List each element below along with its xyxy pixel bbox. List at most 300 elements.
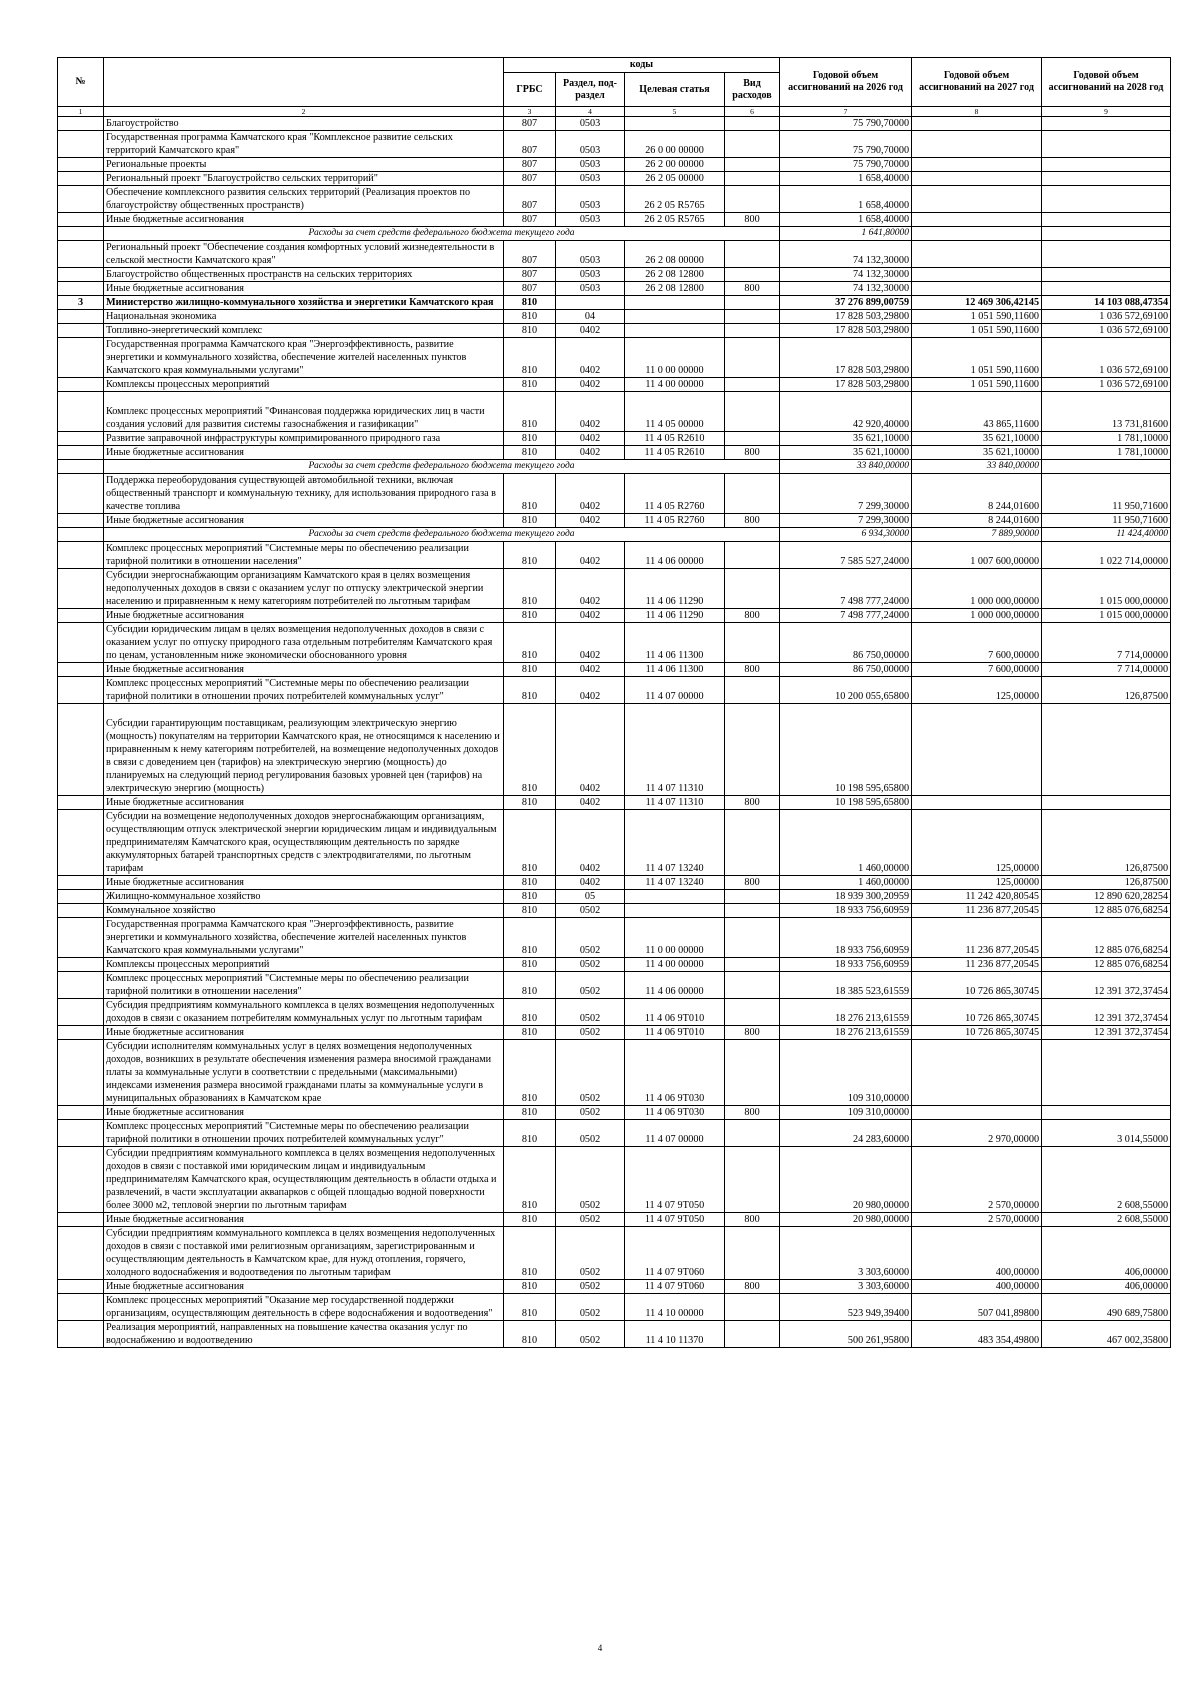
- cell-amount-2028: [1042, 1106, 1171, 1120]
- cell-target-article: 11 4 00 00000: [625, 378, 725, 392]
- cell-target-article: [625, 890, 725, 904]
- cell-target-article: 11 4 06 11290: [625, 609, 725, 623]
- cell-grbs: 810: [504, 378, 556, 392]
- table-row: [58, 904, 1171, 918]
- cell-amount-2028: 7 714,00000: [1042, 623, 1171, 663]
- cell-amount-2027: [912, 796, 1042, 810]
- cell-target-article: 11 4 07 13240: [625, 876, 725, 890]
- cell-razdel: 0402: [556, 677, 625, 704]
- table-row: [58, 158, 1171, 172]
- cell-grbs: 810: [504, 663, 556, 677]
- cell-amount-2028: 406,00000: [1042, 1280, 1171, 1294]
- cell-expense-type: [725, 338, 780, 378]
- cell-amount-2026: 18 933 756,60959: [780, 918, 912, 958]
- cell-num: [58, 609, 104, 623]
- cell-razdel: 0402: [556, 514, 625, 528]
- cell-amount-2027: [912, 131, 1042, 158]
- cell-num: [58, 474, 104, 514]
- cell-amount-2027: 43 865,11600: [912, 392, 1042, 432]
- cell-amount-2028: 12 391 372,37454: [1042, 972, 1171, 999]
- cell-expense-type: [725, 268, 780, 282]
- table-row: [58, 1213, 1171, 1227]
- cell-razdel: 0503: [556, 186, 625, 213]
- cell-razdel: 0502: [556, 918, 625, 958]
- cell-name: Национальная экономика: [104, 310, 504, 324]
- cell-amount-2026: 18 939 300,20959: [780, 890, 912, 904]
- cell-amount-2028: [1042, 227, 1171, 241]
- cell-grbs: 810: [504, 446, 556, 460]
- header-target-article: Целевая статья: [625, 73, 725, 107]
- cell-target-article: 11 4 06 11300: [625, 663, 725, 677]
- cell-num: [58, 460, 104, 474]
- cell-amount-2028: 12 885 076,68254: [1042, 918, 1171, 958]
- budget-table: [57, 57, 1171, 1348]
- cell-target-article: 26 2 00 00000: [625, 158, 725, 172]
- cell-num: [58, 663, 104, 677]
- cell-target-article: 26 2 05 00000: [625, 172, 725, 186]
- cell-expense-type: 800: [725, 282, 780, 296]
- cell-expense-type: [725, 890, 780, 904]
- cell-amount-2028: 467 002,35800: [1042, 1321, 1171, 1348]
- header-expense-type: Вид расходов: [725, 73, 780, 107]
- cell-grbs: 810: [504, 1213, 556, 1227]
- cell-amount-2026: 18 933 756,60959: [780, 958, 912, 972]
- cell-amount-2026: 3 303,60000: [780, 1227, 912, 1280]
- cell-target-article: 11 4 07 9Т060: [625, 1280, 725, 1294]
- cell-target-article: [625, 117, 725, 131]
- cell-grbs: 807: [504, 268, 556, 282]
- cell-num: [58, 446, 104, 460]
- cell-name: Региональный проект "Обеспечение создания комфортных условий жизнедеятельности в сельской местности Камчатского края": [104, 241, 504, 268]
- cell-amount-2028: 1 022 714,00000: [1042, 542, 1171, 569]
- cell-expense-type: [725, 241, 780, 268]
- cell-grbs: 810: [504, 958, 556, 972]
- cell-amount-2027: 507 041,89800: [912, 1294, 1042, 1321]
- cell-razdel: 0402: [556, 704, 625, 796]
- cell-num: [58, 1040, 104, 1106]
- cell-num: [58, 796, 104, 810]
- cell-name: Иные бюджетные ассигнования: [104, 1213, 504, 1227]
- cell-expense-type: [725, 1040, 780, 1106]
- cell-target-article: 11 4 07 13240: [625, 810, 725, 876]
- cell-amount-2027: [912, 158, 1042, 172]
- table-row: [58, 392, 1171, 432]
- cell-expense-type: [725, 569, 780, 609]
- cell-target-article: 11 4 05 R2610: [625, 432, 725, 446]
- cell-expense-type: [725, 131, 780, 158]
- cell-expense-type: [725, 378, 780, 392]
- cell-razdel: 04: [556, 310, 625, 324]
- cell-target-article: 11 4 07 00000: [625, 677, 725, 704]
- cell-grbs: 810: [504, 392, 556, 432]
- cell-amount-2028: 1 036 572,69100: [1042, 324, 1171, 338]
- cell-amount-2026: 1 658,40000: [780, 186, 912, 213]
- cell-expense-type: 800: [725, 663, 780, 677]
- cell-amount-2026: 24 283,60000: [780, 1120, 912, 1147]
- cell-amount-2027: [912, 282, 1042, 296]
- cell-target-article: 11 4 05 00000: [625, 392, 725, 432]
- cell-amount-2028: [1042, 460, 1171, 474]
- table-row: [58, 213, 1171, 227]
- table-row: [58, 958, 1171, 972]
- cell-razdel: 0402: [556, 392, 625, 432]
- cell-amount-2028: 13 731,81600: [1042, 392, 1171, 432]
- cell-amount-2026: 35 621,10000: [780, 432, 912, 446]
- column-number: 1: [58, 107, 104, 117]
- cell-amount-2026: 33 840,00000: [780, 460, 912, 474]
- cell-name: Субсидии гарантирующим поставщикам, реализующим электрическую энергию (мощность) покупателям на территории Камчатского края, не относящимся к населению и приравненным к нему категориям потребителей, на возмещение недополученных доходов в связи с доведением цен (тарифов) на электрическую энергию (мощность) до планируемых на следующий период регулирования базовых уровней цен (тарифов) на электрическую энергию (мощность): [104, 704, 504, 796]
- cell-amount-2028: 126,87500: [1042, 876, 1171, 890]
- cell-name: Расходы за счет средств федерального бюджета текущего года: [104, 460, 780, 474]
- table-row: [58, 310, 1171, 324]
- cell-amount-2026: 109 310,00000: [780, 1106, 912, 1120]
- cell-razdel: 0502: [556, 1321, 625, 1348]
- cell-amount-2026: 17 828 503,29800: [780, 338, 912, 378]
- cell-amount-2027: 125,00000: [912, 677, 1042, 704]
- cell-name: Иные бюджетные ассигнования: [104, 1026, 504, 1040]
- cell-expense-type: [725, 1294, 780, 1321]
- cell-grbs: 810: [504, 704, 556, 796]
- cell-razdel: 0502: [556, 1213, 625, 1227]
- cell-num: [58, 1106, 104, 1120]
- cell-num: [58, 876, 104, 890]
- cell-amount-2026: 18 276 213,61559: [780, 999, 912, 1026]
- column-number: 8: [912, 107, 1042, 117]
- cell-razdel: 0402: [556, 324, 625, 338]
- table-row: [58, 1026, 1171, 1040]
- cell-razdel: 0502: [556, 958, 625, 972]
- cell-name: Комплекс процессных мероприятий "Финансовая поддержка юридических лиц в части создания условий для развития системы газоснабжения и газификации": [104, 392, 504, 432]
- cell-name: Государственная программа Камчатского края "Энергоэффективность, развитие энергетики и коммунального хозяйства, обеспечение жителей населенных пунктов Камчатского края коммунальными услугами": [104, 918, 504, 958]
- cell-name: Обеспечение комплексного развития сельских территорий (Реализация проектов по благоустройству общественных пространств): [104, 186, 504, 213]
- cell-target-article: 11 4 06 9Т010: [625, 999, 725, 1026]
- cell-razdel: 0503: [556, 158, 625, 172]
- table-row: [58, 1120, 1171, 1147]
- cell-target-article: [625, 324, 725, 338]
- cell-target-article: 11 4 07 9Т060: [625, 1227, 725, 1280]
- cell-razdel: 0503: [556, 213, 625, 227]
- cell-name: Комплекс процессных мероприятий "Системные меры по обеспечению реализации тарифной политики в отношении прочих потребителей коммунальных услуг": [104, 1120, 504, 1147]
- cell-grbs: 807: [504, 131, 556, 158]
- cell-name: Иные бюджетные ассигнования: [104, 446, 504, 460]
- cell-expense-type: [725, 542, 780, 569]
- cell-amount-2028: 1 036 572,69100: [1042, 338, 1171, 378]
- cell-razdel: 0502: [556, 1040, 625, 1106]
- cell-grbs: 810: [504, 1120, 556, 1147]
- cell-num: [58, 958, 104, 972]
- cell-expense-type: [725, 296, 780, 310]
- table-row: [58, 514, 1171, 528]
- cell-num: [58, 623, 104, 663]
- cell-amount-2027: [912, 172, 1042, 186]
- cell-grbs: 810: [504, 542, 556, 569]
- cell-num: [58, 338, 104, 378]
- cell-name: Реализация мероприятий, направленных на повышение качества оказания услуг по водоснабжению и водоотведению: [104, 1321, 504, 1348]
- cell-num: [58, 1280, 104, 1294]
- cell-expense-type: [725, 810, 780, 876]
- cell-amount-2026: 1 658,40000: [780, 172, 912, 186]
- table-row: [58, 1106, 1171, 1120]
- cell-target-article: [625, 296, 725, 310]
- cell-name: Расходы за счет средств федерального бюджета текущего года: [104, 528, 780, 542]
- cell-target-article: 11 4 07 11310: [625, 796, 725, 810]
- cell-name: Иные бюджетные ассигнования: [104, 1106, 504, 1120]
- cell-razdel: 0502: [556, 1106, 625, 1120]
- cell-amount-2027: 7 600,00000: [912, 663, 1042, 677]
- cell-name: Комплекс процессных мероприятий "Оказание мер государственной поддержки организациям, осуществляющим деятельность в сфере водоснабжения и водоотведения": [104, 1294, 504, 1321]
- cell-grbs: 810: [504, 999, 556, 1026]
- cell-grbs: 810: [504, 796, 556, 810]
- cell-amount-2026: 75 790,70000: [780, 131, 912, 158]
- cell-amount-2028: [1042, 704, 1171, 796]
- cell-target-article: [625, 904, 725, 918]
- cell-name: Субсидия предприятиям коммунального комплекса в целях возмещения недополученных доходов в связи с оказанием потребителям коммунальных услуг по льготным тарифам: [104, 999, 504, 1026]
- column-number: 5: [625, 107, 725, 117]
- cell-amount-2028: [1042, 213, 1171, 227]
- cell-amount-2027: 400,00000: [912, 1227, 1042, 1280]
- cell-amount-2028: 1 781,10000: [1042, 446, 1171, 460]
- cell-amount-2028: 14 103 088,47354: [1042, 296, 1171, 310]
- cell-name: Поддержка переоборудования существующей автомобильной техники, включая общественный транспорт и коммунальную технику, для использования природного газа в качестве топлива: [104, 474, 504, 514]
- cell-target-article: 11 4 00 00000: [625, 958, 725, 972]
- cell-expense-type: [725, 623, 780, 663]
- cell-amount-2028: [1042, 1040, 1171, 1106]
- cell-amount-2027: [912, 241, 1042, 268]
- cell-target-article: 11 4 07 9Т050: [625, 1213, 725, 1227]
- cell-grbs: 810: [504, 677, 556, 704]
- cell-expense-type: 800: [725, 796, 780, 810]
- cell-name: Региональный проект "Благоустройство сельских территорий": [104, 172, 504, 186]
- cell-grbs: 810: [504, 918, 556, 958]
- cell-grbs: 810: [504, 324, 556, 338]
- table-row: [58, 1040, 1171, 1106]
- cell-amount-2027: 2 970,00000: [912, 1120, 1042, 1147]
- cell-expense-type: [725, 117, 780, 131]
- cell-num: [58, 1026, 104, 1040]
- header-year-2028: Годовой объем ассигнований на 2028 год: [1042, 58, 1171, 107]
- table-row: [58, 282, 1171, 296]
- cell-amount-2026: 86 750,00000: [780, 623, 912, 663]
- cell-num: [58, 186, 104, 213]
- table-row: [58, 446, 1171, 460]
- cell-razdel: 0402: [556, 432, 625, 446]
- cell-amount-2028: [1042, 268, 1171, 282]
- cell-amount-2026: 20 980,00000: [780, 1147, 912, 1213]
- cell-grbs: 810: [504, 1227, 556, 1280]
- cell-num: [58, 704, 104, 796]
- cell-amount-2026: 18 933 756,60959: [780, 904, 912, 918]
- cell-amount-2026: 109 310,00000: [780, 1040, 912, 1106]
- cell-razdel: 0402: [556, 378, 625, 392]
- cell-razdel: 0402: [556, 474, 625, 514]
- table-row: [58, 663, 1171, 677]
- cell-grbs: 810: [504, 296, 556, 310]
- cell-amount-2027: 1 007 600,00000: [912, 542, 1042, 569]
- cell-amount-2028: [1042, 172, 1171, 186]
- table-body: [58, 117, 1171, 1348]
- cell-razdel: 0503: [556, 241, 625, 268]
- cell-amount-2027: 483 354,49800: [912, 1321, 1042, 1348]
- cell-expense-type: 800: [725, 609, 780, 623]
- cell-amount-2026: 74 132,30000: [780, 241, 912, 268]
- cell-num: [58, 158, 104, 172]
- cell-razdel: 0503: [556, 172, 625, 186]
- table-row: [58, 117, 1171, 131]
- cell-amount-2026: 1 658,40000: [780, 213, 912, 227]
- cell-target-article: 11 4 06 00000: [625, 972, 725, 999]
- cell-amount-2027: 125,00000: [912, 810, 1042, 876]
- cell-grbs: 810: [504, 904, 556, 918]
- table-row: [58, 268, 1171, 282]
- cell-name: Благоустройство: [104, 117, 504, 131]
- cell-amount-2026: 75 790,70000: [780, 117, 912, 131]
- cell-amount-2028: 490 689,75800: [1042, 1294, 1171, 1321]
- cell-grbs: 807: [504, 186, 556, 213]
- cell-name: Комплексы процессных мероприятий: [104, 958, 504, 972]
- cell-amount-2026: 35 621,10000: [780, 446, 912, 460]
- cell-target-article: 26 2 08 12800: [625, 282, 725, 296]
- cell-target-article: 26 2 05 R5765: [625, 213, 725, 227]
- cell-grbs: 810: [504, 876, 556, 890]
- cell-amount-2027: 11 236 877,20545: [912, 918, 1042, 958]
- cell-amount-2026: 523 949,39400: [780, 1294, 912, 1321]
- cell-amount-2028: [1042, 186, 1171, 213]
- cell-amount-2026: 7 299,30000: [780, 514, 912, 528]
- cell-name: Топливно-энергетический комплекс: [104, 324, 504, 338]
- cell-num: [58, 378, 104, 392]
- cell-amount-2026: 75 790,70000: [780, 158, 912, 172]
- cell-amount-2027: [912, 268, 1042, 282]
- cell-grbs: 810: [504, 810, 556, 876]
- cell-amount-2027: 7 889,90000: [912, 528, 1042, 542]
- cell-amount-2027: [912, 227, 1042, 241]
- cell-grbs: 807: [504, 241, 556, 268]
- header-num: №: [58, 58, 104, 107]
- cell-razdel: 0502: [556, 1227, 625, 1280]
- cell-razdel: 0402: [556, 542, 625, 569]
- cell-name: Развитие заправочной инфраструктуры компримированного природного газа: [104, 432, 504, 446]
- cell-name: Субсидии энергоснабжающим организациям Камчатского края в целях возмещения недополученных доходов в связи с оказанием услуг по отпуску электрической энергии населению и приравненным к нему категориям потребителей по льготным тарифам: [104, 569, 504, 609]
- cell-target-article: 11 0 00 00000: [625, 918, 725, 958]
- cell-razdel: 0502: [556, 1147, 625, 1213]
- column-number: 3: [504, 107, 556, 117]
- cell-expense-type: [725, 474, 780, 514]
- cell-name: Иные бюджетные ассигнования: [104, 213, 504, 227]
- cell-expense-type: [725, 1120, 780, 1147]
- cell-expense-type: [725, 324, 780, 338]
- cell-amount-2026: 1 460,00000: [780, 876, 912, 890]
- cell-amount-2026: 7 299,30000: [780, 474, 912, 514]
- table-row: [58, 227, 1171, 241]
- cell-expense-type: [725, 392, 780, 432]
- cell-razdel: 0502: [556, 904, 625, 918]
- cell-target-article: 11 4 06 11300: [625, 623, 725, 663]
- cell-target-article: [625, 310, 725, 324]
- cell-num: [58, 569, 104, 609]
- cell-target-article: 26 2 05 R5765: [625, 186, 725, 213]
- cell-target-article: 11 4 07 11310: [625, 704, 725, 796]
- column-number: 4: [556, 107, 625, 117]
- cell-amount-2027: 7 600,00000: [912, 623, 1042, 663]
- cell-grbs: 807: [504, 117, 556, 131]
- table-row: [58, 338, 1171, 378]
- table-row: [58, 677, 1171, 704]
- table-row: [58, 241, 1171, 268]
- cell-amount-2026: 7 585 527,24000: [780, 542, 912, 569]
- cell-razdel: 0502: [556, 972, 625, 999]
- cell-name: Иные бюджетные ассигнования: [104, 796, 504, 810]
- cell-name: Жилищно-коммунальное хозяйство: [104, 890, 504, 904]
- cell-num: [58, 890, 104, 904]
- cell-target-article: 11 4 06 00000: [625, 542, 725, 569]
- cell-name: Иные бюджетные ассигнования: [104, 663, 504, 677]
- header-grbs: ГРБС: [504, 73, 556, 107]
- cell-amount-2027: 2 570,00000: [912, 1213, 1042, 1227]
- table-row: [58, 999, 1171, 1026]
- cell-amount-2026: 1 641,80000: [780, 227, 912, 241]
- table-row: [58, 378, 1171, 392]
- cell-amount-2027: 1 000 000,00000: [912, 609, 1042, 623]
- header-year-2026: Годовой объем ассигнований на 2026 год: [780, 58, 912, 107]
- cell-amount-2026: 10 198 595,65800: [780, 704, 912, 796]
- cell-amount-2026: 500 261,95800: [780, 1321, 912, 1348]
- cell-num: [58, 1294, 104, 1321]
- cell-amount-2026: 17 828 503,29800: [780, 310, 912, 324]
- cell-amount-2027: 400,00000: [912, 1280, 1042, 1294]
- cell-num: [58, 972, 104, 999]
- cell-amount-2028: 1 015 000,00000: [1042, 569, 1171, 609]
- cell-num: [58, 282, 104, 296]
- cell-grbs: 810: [504, 1026, 556, 1040]
- cell-target-article: 11 4 05 R2760: [625, 514, 725, 528]
- cell-grbs: 810: [504, 1294, 556, 1321]
- column-number: 9: [1042, 107, 1171, 117]
- cell-grbs: 810: [504, 514, 556, 528]
- cell-amount-2027: 11 242 420,80545: [912, 890, 1042, 904]
- cell-expense-type: [725, 310, 780, 324]
- cell-expense-type: 800: [725, 514, 780, 528]
- cell-amount-2027: 1 000 000,00000: [912, 569, 1042, 609]
- cell-name: Субсидии предприятиям коммунального комплекса в целях возмещения недополученных доходов в связи с поставкой ими юридическим лицам и индивидуальным предпринимателям Камчатского края, осуществляющим деятельность в области отдыха и развлечений, в части эксплуатации аквапарков с общей площадью водной поверхности более 3000 м2, тепловой энергии по льготным тарифам: [104, 1147, 504, 1213]
- cell-num: [58, 117, 104, 131]
- cell-grbs: 810: [504, 890, 556, 904]
- cell-amount-2026: 74 132,30000: [780, 282, 912, 296]
- cell-amount-2028: [1042, 796, 1171, 810]
- table-row: [58, 972, 1171, 999]
- cell-grbs: 807: [504, 213, 556, 227]
- cell-target-article: 26 0 00 00000: [625, 131, 725, 158]
- cell-amount-2026: 86 750,00000: [780, 663, 912, 677]
- cell-amount-2027: [912, 186, 1042, 213]
- cell-amount-2028: 126,87500: [1042, 810, 1171, 876]
- cell-name: Комплекс процессных мероприятий "Системные меры по обеспечению реализации тарифной политики в отношении населения": [104, 972, 504, 999]
- cell-num: [58, 542, 104, 569]
- cell-num: [58, 241, 104, 268]
- cell-amount-2027: 1 051 590,11600: [912, 310, 1042, 324]
- column-number-row: [58, 107, 1171, 117]
- cell-expense-type: [725, 704, 780, 796]
- cell-name: Субсидии исполнителям коммунальных услуг в целях возмещения недополученных доходов, возникших в результате обеспечения изменения размера вносимой гражданами платы за коммунальные услуги в соответствии с предельными (максимальными) индексами изменения размера вносимой гражданами платы за коммунальные услуги в муниципальных образованиях в Камчатском крае: [104, 1040, 504, 1106]
- table-row: [58, 172, 1171, 186]
- cell-target-article: 11 4 05 R2760: [625, 474, 725, 514]
- cell-amount-2027: 10 726 865,30745: [912, 1026, 1042, 1040]
- cell-grbs: 807: [504, 172, 556, 186]
- cell-amount-2027: [912, 1106, 1042, 1120]
- table-row: [58, 432, 1171, 446]
- cell-grbs: 810: [504, 432, 556, 446]
- cell-amount-2028: 406,00000: [1042, 1227, 1171, 1280]
- cell-name: Региональные проекты: [104, 158, 504, 172]
